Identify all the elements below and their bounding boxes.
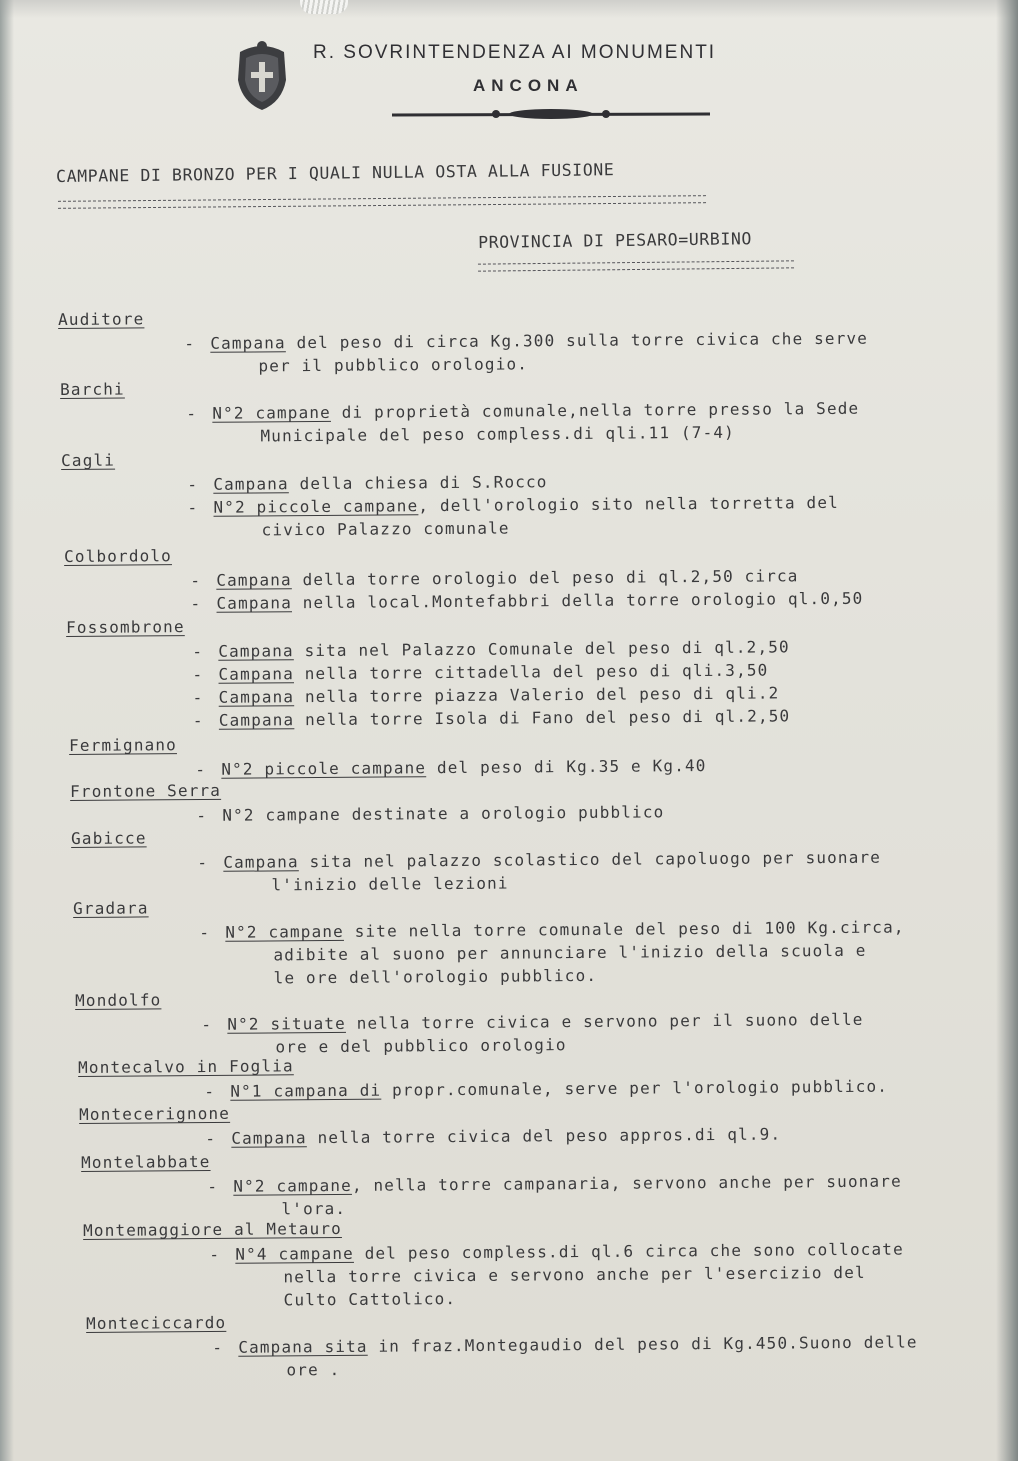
bell-description: sita nel Palazzo Comunale del peso di ql.2,50 [293,637,790,661]
municipality-name: Gabicce [71,828,147,848]
municipality-entry [70,775,664,828]
municipality-entry [58,302,868,379]
bell-description: , nella torre campanaria, servono anche per suonare [351,1171,902,1195]
municipality-entry [78,1050,888,1104]
item-dash: - [204,1081,216,1102]
item-dash: - [190,593,202,614]
bell-description: nella torre cittadella del peso di qli.3,50 [293,660,769,684]
bell-subject: Campana [218,710,295,730]
item-dash: - [201,1014,213,1035]
item-dash: - [187,474,199,495]
bell-subject: N°1 campana di [230,1080,382,1101]
bell-description: nella local.Montefabbri della torre orologio ql.0,50 [291,588,864,613]
item-dash: - [195,759,207,780]
municipality-name: Montelabbate [81,1151,211,1172]
bell-subject: N°2 campane [233,1175,352,1196]
bell-description-continued: Culto Cattolico. [283,1289,457,1310]
municipality-name: Monteciccardo [86,1312,227,1333]
item-dash: - [186,403,198,424]
item-dash: - [192,664,204,685]
item-dash: - [190,570,202,591]
bell-description-continued: l'inizio delle lezioni [271,873,509,895]
municipality-entry [66,610,790,733]
municipality-name: Montemaggiore al Metauro [83,1218,342,1240]
municipality-entry [60,372,860,449]
bell-subject: Campana [218,687,295,707]
item-dash: - [209,1244,221,1265]
item-dash: - [199,922,211,943]
bell-subject: Campana [218,664,295,684]
municipality-entry [86,1305,918,1383]
item-dash: - [196,805,208,826]
municipality-name: Fossombrone [66,617,185,637]
bell-description-continued: l'ora. [281,1198,347,1219]
bell-description: del peso di Kg.35 e Kg.40 [426,755,707,778]
municipality-entry [69,729,707,782]
bell-description: di proprietà comunale,nella torre presso la Sede [330,398,860,422]
bell-description: nella torre civica e servono per il suono delle [345,1009,864,1033]
municipality-entry [64,539,864,616]
municipality-name: Montecerignone [79,1103,231,1124]
bell-description: site nella torre comunale del peso di 100 Kg.circa, [343,917,905,941]
municipality-name: Frontone Serra [70,780,222,801]
municipality-name: Barchi [60,379,125,399]
municipality-name: Mondolfo [75,990,162,1010]
item-dash: - [207,1176,219,1197]
bell-description-continued: civico Palazzo comunale [261,518,510,540]
bell-subject: N°2 situate [227,1013,346,1034]
bell-subject: N°4 campane [235,1243,354,1264]
bell-subject: Campana [210,333,286,353]
item-dash: - [192,641,204,662]
bell-description: nella torre civica del peso appros.di ql.9. [306,1124,782,1148]
bell-description: sita nel palazzo scolastico del capoluogo per suonare [298,847,882,872]
bell-description-continued: nella torre civica e servono anche per l'esercizio del [283,1262,866,1287]
bell-subject: N°2 campane [212,402,331,423]
municipality-entry [79,1097,781,1151]
bell-subject: N°2 piccole campane [213,496,419,517]
bell-subject: Campana [216,593,293,613]
bell-description: in fraz.Montegaudio del peso di Kg.450.Suono delle [367,1332,918,1356]
bell-description-continued: adibite al suono per annunciare l'inizio della scuola e [273,940,867,965]
bell-subject: N°2 piccole campane [221,758,427,779]
bell-description: della torre orologio del peso di ql.2,50 circa [291,566,799,590]
item-dash: - [192,687,204,708]
municipality-entry [71,821,881,898]
municipality-entry [73,890,905,991]
municipality-entry [75,983,864,1060]
office-name: R. SOVRINTENDENZA AI MONUMENTI [313,42,717,63]
bell-description: , dell'orologio sito nella torretta del [418,492,839,516]
bell-description-continued: le ore dell'orologio pubblico. [273,965,598,988]
municipality-name: Montecalvo in Foglia [78,1056,294,1077]
bell-description-continued: ore e del pubblico orologio [275,1035,567,1057]
item-dash: - [212,1337,224,1358]
municipality-name: Fermignano [69,735,177,755]
item-dash: - [192,710,204,731]
bell-description: N°2 campane destinate a orologio pubblico [222,802,665,825]
item-dash: - [184,333,196,354]
bell-description: nella torre piazza Valerio del peso di qli.2 [294,683,780,707]
bell-subject: Campana [231,1128,307,1148]
item-dash: - [205,1128,217,1149]
municipality-entry [83,1213,904,1313]
bell-description-continued: ore . [286,1360,341,1380]
bell-subject: Campana [213,474,289,494]
municipality-entry [61,443,839,543]
bell-subject: Campana sita [238,1336,368,1357]
bell-description-continued: Municipale del peso compless.di qli.11 (7-4) [260,422,735,446]
municipality-name: Auditore [58,309,145,329]
municipality-entry [81,1145,902,1222]
bell-description: del peso compless.di ql.6 circa che sono collocate [353,1239,904,1263]
municipality-name: Colbordolo [64,546,172,566]
item-dash: - [197,852,209,873]
office-city: ANCONA [473,76,584,95]
municipality-name: Cagli [61,450,116,470]
bell-description: della chiesa di S.Rocco [288,472,548,494]
bell-description-continued: per il pubblico orologio. [258,354,529,376]
bell-subject: Campana [216,570,292,590]
bell-description: del peso di circa Kg.300 sulla torre civica che serve [285,328,869,353]
bell-description: propr.comunale, serve per l'orologio pubblico. [381,1076,889,1100]
bell-subject: Campana [218,641,294,661]
bell-description: nella torre Isola di Fano del peso di ql.2,50 [294,706,791,730]
bell-subject: Campana [223,852,299,872]
document-title: CAMPANE DI BRONZO PER I QUALI NULLA OSTA ALLA FUSIONE [56,160,615,186]
bell-subject: N°2 campane [225,921,344,942]
item-dash: - [187,497,199,518]
province-heading: PROVINCIA DI PESARO=URBINO [478,229,753,252]
municipality-name: Gradara [73,898,149,918]
